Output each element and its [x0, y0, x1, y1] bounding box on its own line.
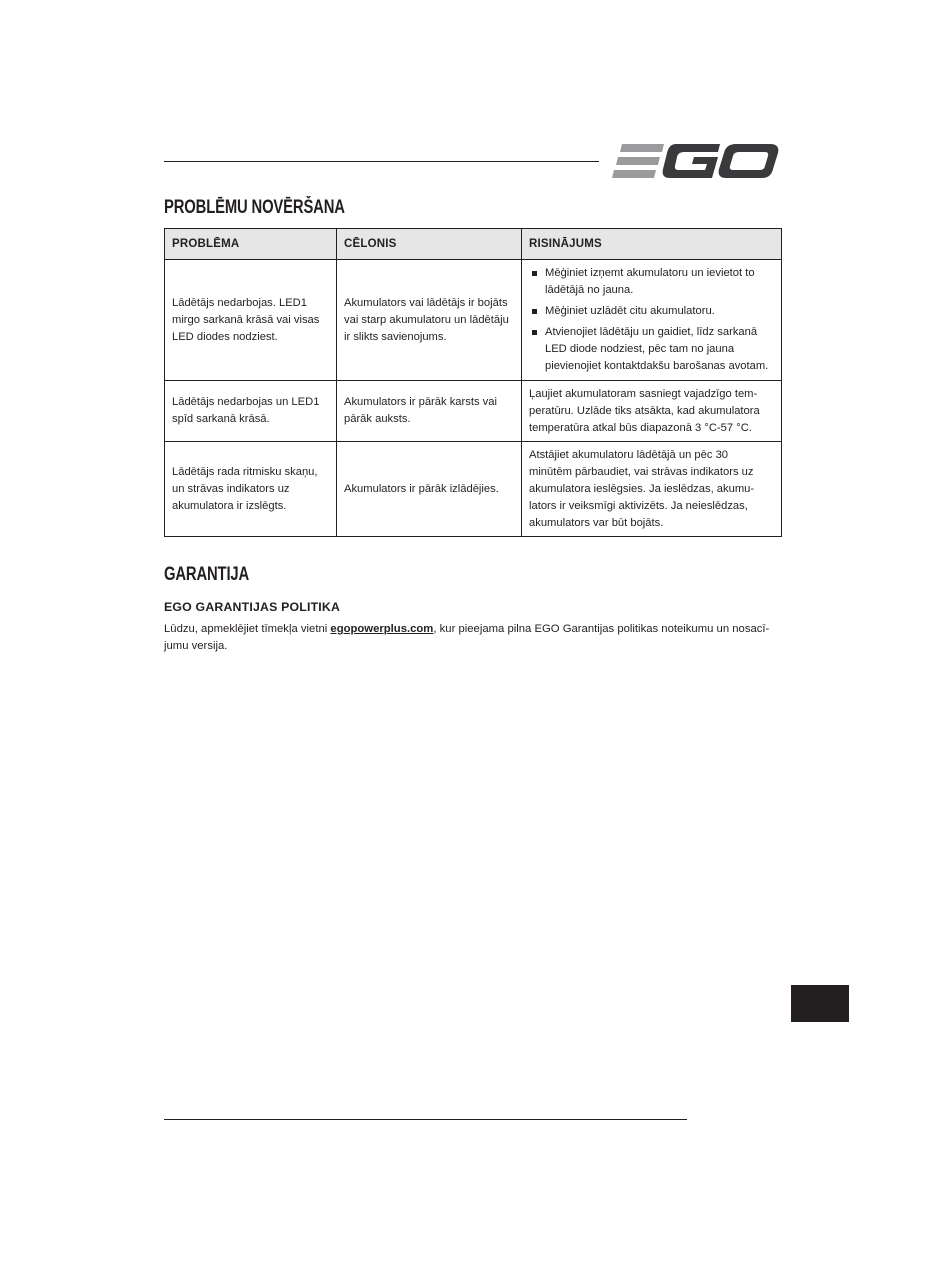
problem-cell: Lādētājs nedarbojas. LED1 mirgo sarkanā krāsā vai visas LED diodes nodziest. [165, 260, 337, 381]
table-row [165, 260, 782, 381]
footer-rule [164, 1119, 687, 1120]
troubleshooting-title: PROBLĒMU NOVĒRŠANA [164, 197, 345, 218]
solution-cell: Ļaujiet akumulatoram sasniegt vajadzīgo temperatūru. Uzlāde tiks atsākta, kad akumulatora temperatūra atkal būs diapazonā 3 °C-57 °C. [522, 381, 782, 442]
logo-letter-e-mid [616, 157, 660, 165]
warranty-website-link[interactable]: egopowerplus.com [330, 623, 434, 635]
solution-list-item: Atvienojiet lādētāju un gaidiet, līdz sarkanā LED diode nodziest, pēc tam no jauna pievienojiet kontaktdakšu barošanas avotam. [529, 324, 774, 375]
solution-list-item: Mēģiniet uzlādēt citu akumulatoru. [529, 303, 774, 320]
header-rule [164, 161, 599, 162]
warranty-text-after: , kur pieejama pilna EGO Garantijas politikas noteikumu un nosacījumu versija. [164, 623, 770, 652]
solution-cell [522, 260, 782, 381]
column-header-solution: RISINĀJUMS [522, 229, 782, 260]
column-header-problem: PROBLĒMA [165, 229, 337, 260]
table-row [165, 442, 782, 537]
solution-cell: Atstājiet akumulatoru lādētājā un pēc 30 minūtēm pārbaudiet, vai strāvas indikators uz akumulatora ieslēgsies. Ja ieslēdzas, akumulators ir veiksmīgi aktivizēts. Ja neieslēdzas, akumulators var būt bojāts. [522, 442, 782, 537]
logo-letter-e-top [620, 144, 664, 152]
solution-list-item: Mēģiniet izņemt akumulatoru un ievietot to lādētājā no jauna. [529, 265, 774, 299]
logo-letter-g [663, 144, 720, 178]
warranty-title: GARANTIJA [164, 564, 250, 585]
logo-letter-e-bottom [612, 170, 656, 178]
problem-cell: Lādētājs nedarbojas un LED1 spīd sarkanā krāsā. [165, 381, 337, 442]
cause-cell: Akumulators ir pārāk izlādējies. [337, 442, 522, 537]
troubleshooting-table [164, 228, 782, 537]
warranty-text [164, 621, 780, 654]
problem-cell: Lādētājs rada ritmisku skaņu, un strāvas indikators uz akumulatora ir izslēgts. [165, 442, 337, 537]
cause-cell: Akumulators vai lādētājs ir bojāts vai starp akumulatoru un lādētāju ir slikts savienojums. [337, 260, 522, 381]
column-header-cause: CĒLONIS [337, 229, 522, 260]
warranty-text-before: Lūdzu, apmeklējiet tīmekļa vietni [164, 623, 331, 635]
logo-letter-o [719, 144, 779, 178]
warranty-policy-heading: EGO GARANTIJAS POLITIKA [164, 600, 341, 614]
table-header-row [165, 229, 782, 260]
language-tab-marker [791, 985, 849, 1022]
ego-logo [612, 142, 780, 182]
cause-cell: Akumulators ir pārāk karsts vai pārāk auksts. [337, 381, 522, 442]
table-row [165, 381, 782, 442]
solution-list [529, 265, 774, 375]
